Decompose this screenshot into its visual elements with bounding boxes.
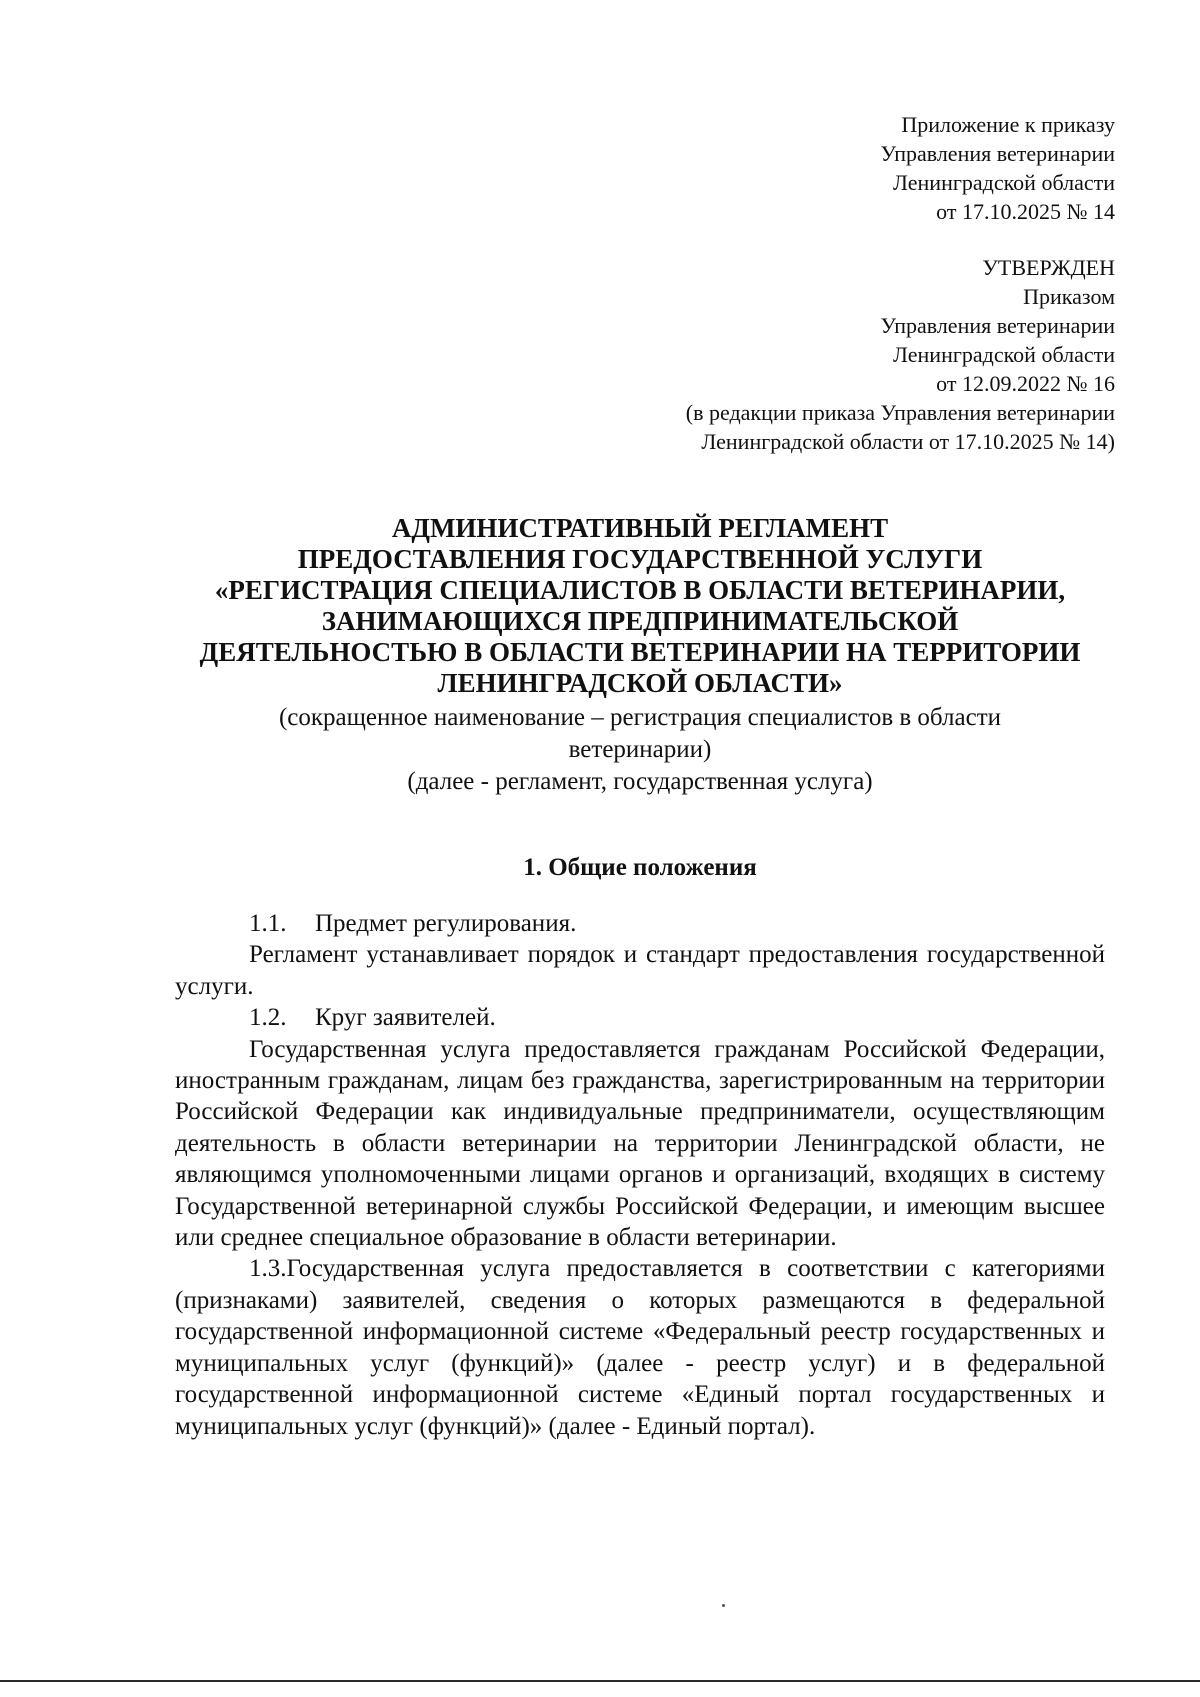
approved-line: Ленинградской области от 17.10.2025 № 14)	[701, 429, 1115, 454]
approved-line: Управления ветеринарии	[880, 313, 1115, 338]
approved-line: (в редакции приказа Управления ветеринарии	[685, 400, 1115, 425]
appendix-line: Приложение к приказу	[901, 112, 1115, 137]
appendix-line: от 17.10.2025 № 14	[936, 199, 1115, 224]
paragraph-text: Государственная услуга предоставляется в соответствии с категориями (признаками) заявителей, сведения о которых размещаются в федеральной государственной информационной системе «Федеральный реестр государственных и муниципальных услуг (функций)» (далее - реестр услуг) и в федеральной государственной информационной системе «Единый портал государственных и муниципальных услуг (функций)» (далее - Единый портал).	[175, 1255, 1105, 1440]
paragraph-text: Предмет регулирования.	[315, 910, 577, 937]
appendix-line: Управления ветеринарии	[880, 141, 1115, 166]
title-line: ДЕЯТЕЛЬНОСТЬЮ В ОБЛАСТИ ВЕТЕРИНАРИИ НА ТЕРРИТОРИИ	[199, 637, 1081, 667]
paragraph-1-2	[175, 1002, 1105, 1033]
paragraph-1-3	[175, 1253, 1105, 1441]
title-line: ЛЕНИНГРАДСКОЙ ОБЛАСТИ»	[437, 668, 843, 698]
hereinafter-note: (далее - регламент, государственная услуга)	[407, 768, 873, 795]
approved-line: от 12.09.2022 № 16	[936, 371, 1115, 396]
section-heading: 1. Общие положения	[523, 854, 757, 881]
item-number: 1.3.	[249, 1255, 287, 1283]
document-title	[175, 513, 1105, 798]
paragraph-text: Государственная услуга предоставляется гражданам Российской Федерации, иностранным гражданам, лицам без гражданства, зарегистрированным на территории Российской Федерации как индивидуальные предприниматели, осуществляющим деятельность в области ветеринарии на территории Ленинградской области, не являющимся уполномоченными лицами органов и организаций, входящих в систему Государственной ветеринарной службы Российской Федерации, и имеющим высшее или среднее специальное образование в области ветеринарии.	[175, 1035, 1105, 1252]
section-body	[175, 908, 1105, 1442]
title-line: АДМИНИСТРАТИВНЫЙ РЕГЛАМЕНТ	[391, 513, 889, 543]
appendix-reference	[881, 110, 1115, 226]
approved-line: Ленинградской области	[893, 342, 1115, 367]
appendix-line: Ленинградской области	[893, 170, 1115, 195]
item-number: 1.2.	[249, 1004, 287, 1032]
title-line: ПРЕДОСТАВЛЕНИЯ ГОСУДАРСТВЕННОЙ УСЛУГИ	[297, 544, 983, 574]
title-line: ЗАНИМАЮЩИХСЯ ПРЕДПРИНИМАТЕЛЬСКОЙ	[321, 606, 959, 636]
title-line: «РЕГИСТРАЦИЯ СПЕЦИАЛИСТОВ В ОБЛАСТИ ВЕТЕРИНАРИИ,	[214, 575, 1066, 605]
paragraph-applicants	[175, 1034, 1105, 1254]
approval-stamp-block	[686, 253, 1115, 456]
paragraph-1-1	[175, 908, 1105, 939]
paragraph-text: Регламент устанавливает порядок и стандарт предоставления государственной услуги.	[175, 941, 1105, 1000]
item-number: 1.1.	[249, 910, 287, 937]
short-name-line: ветеринарии)	[568, 736, 712, 763]
short-name-line: (сокращенное наименование – регистрация специалистов в области	[278, 704, 1002, 731]
paragraph-text: Круг заявителей.	[315, 1004, 496, 1032]
paragraph-regulation	[175, 939, 1105, 1002]
scan-speck	[722, 1604, 725, 1607]
page-bottom-edge	[0, 1680, 1200, 1682]
approved-line: УТВЕРЖДЕН	[982, 255, 1115, 280]
approved-line: Приказом	[1023, 284, 1115, 309]
